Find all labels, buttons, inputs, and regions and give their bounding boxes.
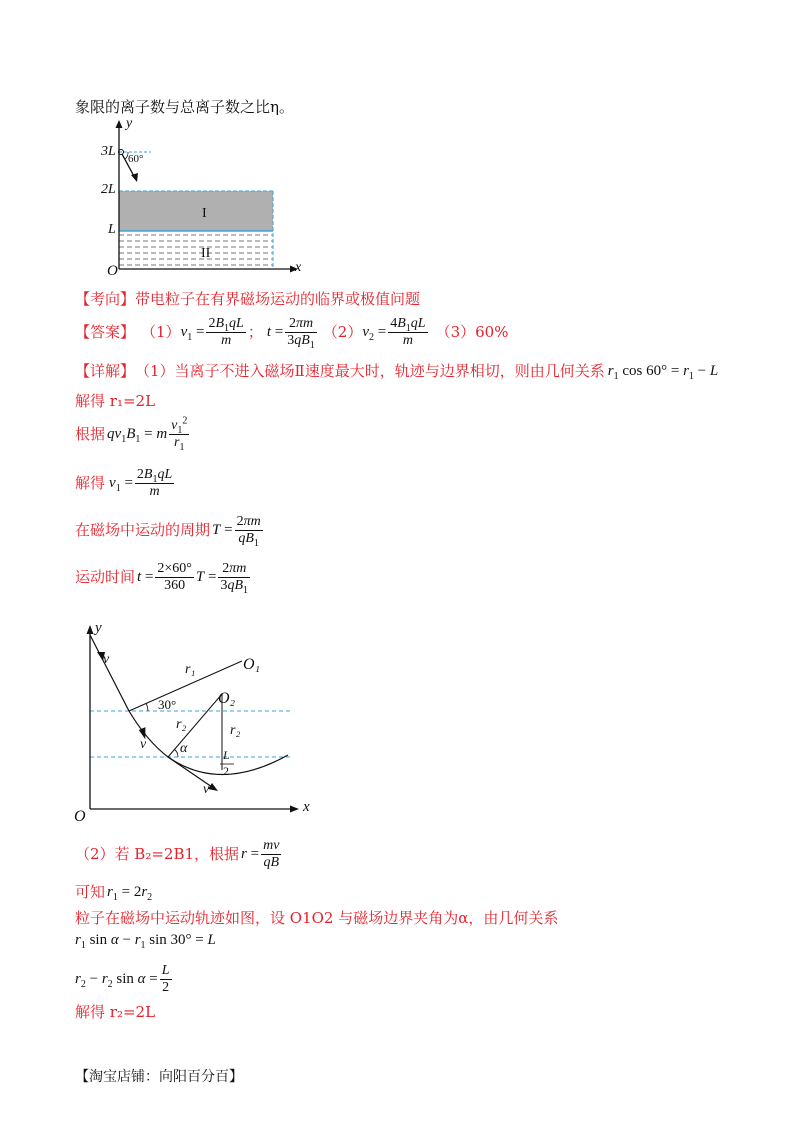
- trajectory-text: 粒子在磁场中运动轨迹如图，设 O1O2 与磁场边界夹角为α，由几何关系: [75, 909, 559, 927]
- half-l-denominator: 2: [223, 764, 229, 778]
- radius-r2-label: r₂: [176, 717, 187, 732]
- region-two: [119, 232, 273, 269]
- region-two-label: II: [201, 246, 211, 261]
- fig1-origin-label: O: [107, 263, 118, 279]
- fig1-angle-label: 60°: [128, 153, 144, 165]
- fig1-tick-2l: 2L: [101, 182, 116, 197]
- solve-v1-line: 解得 $v_1$ = $\frac{2B_1qL}{m}$: [75, 466, 173, 499]
- radius-r2-vertical-label: r₂: [230, 723, 241, 738]
- kaoxiang-line: [75, 289, 420, 309]
- trajectory-figure: [70, 615, 320, 830]
- solve-r1: 解得 r₁=2L: [75, 392, 156, 410]
- center-o2-label: O₂: [218, 690, 236, 707]
- kaoxiang-tag: 【考向】: [75, 290, 136, 308]
- angle-alpha-label: α: [180, 741, 188, 756]
- fig2-origin-label: O: [74, 808, 86, 825]
- part2-condition: （2）若 B₂=2B1，根据: [75, 845, 240, 863]
- half-l-numerator: L: [223, 748, 230, 762]
- solve-r2: 解得 r₂=2L: [75, 1003, 156, 1021]
- geometry-equation-2: $r_2 - r_2$ sin α = $\frac{L}{2}$: [75, 962, 170, 995]
- angle-30-label: 30°: [158, 697, 177, 712]
- known-line: 可知 $r_1 = 2r_2$: [75, 883, 153, 903]
- velocity-label-entry: v: [103, 652, 110, 667]
- fig2-y-label: y: [95, 620, 102, 636]
- part2-line: （2）若 B₂=2B1，根据 r = $\frac{mv}{qB}$: [75, 837, 280, 870]
- answer-part1-label: （1）: [141, 323, 181, 341]
- answer-part2-label: （2）: [322, 323, 363, 341]
- time-line: 运动时间 t = $\frac{2\times 60^\circ}{360}$ T = $\frac{2\pi m}{3qB_1}$: [75, 560, 249, 596]
- velocity-label-exit: v: [203, 782, 210, 797]
- radius-r1-label: r₁: [185, 662, 196, 677]
- shop-footer: 【淘宝店铺：向阳百分百】: [75, 1069, 243, 1085]
- period-line: 在磁场中运动的周期 T = $\frac{2\pi m}{qB_1}$: [75, 513, 261, 549]
- answer-tag: 【答案】: [75, 323, 136, 341]
- fig1-tick-l: L: [108, 222, 116, 237]
- answer-sep: ；: [247, 323, 263, 341]
- period-label: 在磁场中运动的周期: [75, 521, 211, 539]
- region-one-label: I: [202, 206, 207, 221]
- detail-line: 【详解】 （1）当离子不进入磁场Ⅱ速度最大时，轨迹与边界相切，则由几何关系 $r_1$ $\cos 60^\circ = r_1 - L$: [75, 362, 719, 382]
- fig1-x-label: x: [295, 260, 302, 275]
- solve-v1-label: 解得: [75, 474, 106, 492]
- intro-text: 象限的离子数与总离子数之比η。: [75, 98, 294, 116]
- detail-tag: 【详解】: [75, 362, 136, 380]
- center-o1-label: O₁: [243, 656, 261, 673]
- force-equation-line: 根据 $qv_1B_1 = m$ $\frac{v_1^2}{r_1}$: [75, 414, 188, 453]
- according-label: 根据: [75, 425, 106, 443]
- fig1-tick-3l: 3L: [101, 144, 116, 159]
- velocity-label-mid: v: [140, 737, 147, 752]
- known-label: 可知: [75, 883, 106, 901]
- kaoxiang-text: 带电粒子在有界磁场运动的临界或极值问题: [135, 290, 421, 308]
- answer-part3: （3）60%: [435, 323, 509, 341]
- region-one: [119, 191, 273, 231]
- time-label: 运动时间: [75, 568, 136, 586]
- answer-line: 【答案】 （1） $v_1$ = $\frac{2B_1qL}{m}$ ； t = $\frac{2\pi m}{3qB_1}$ （2） $v_2$ = $\frac{4B_1qL}{m}$ （3）60%: [75, 315, 509, 351]
- fig1-y-label: y: [126, 116, 133, 131]
- geometry-equation-1: $r_1$ $\sin \alpha - r_1$ sin 30° = L: [75, 932, 216, 951]
- detail-line1: （1）当离子不进入磁场Ⅱ速度最大时，轨迹与边界相切，则由几何关系: [135, 362, 605, 380]
- fig2-x-label: x: [303, 799, 310, 815]
